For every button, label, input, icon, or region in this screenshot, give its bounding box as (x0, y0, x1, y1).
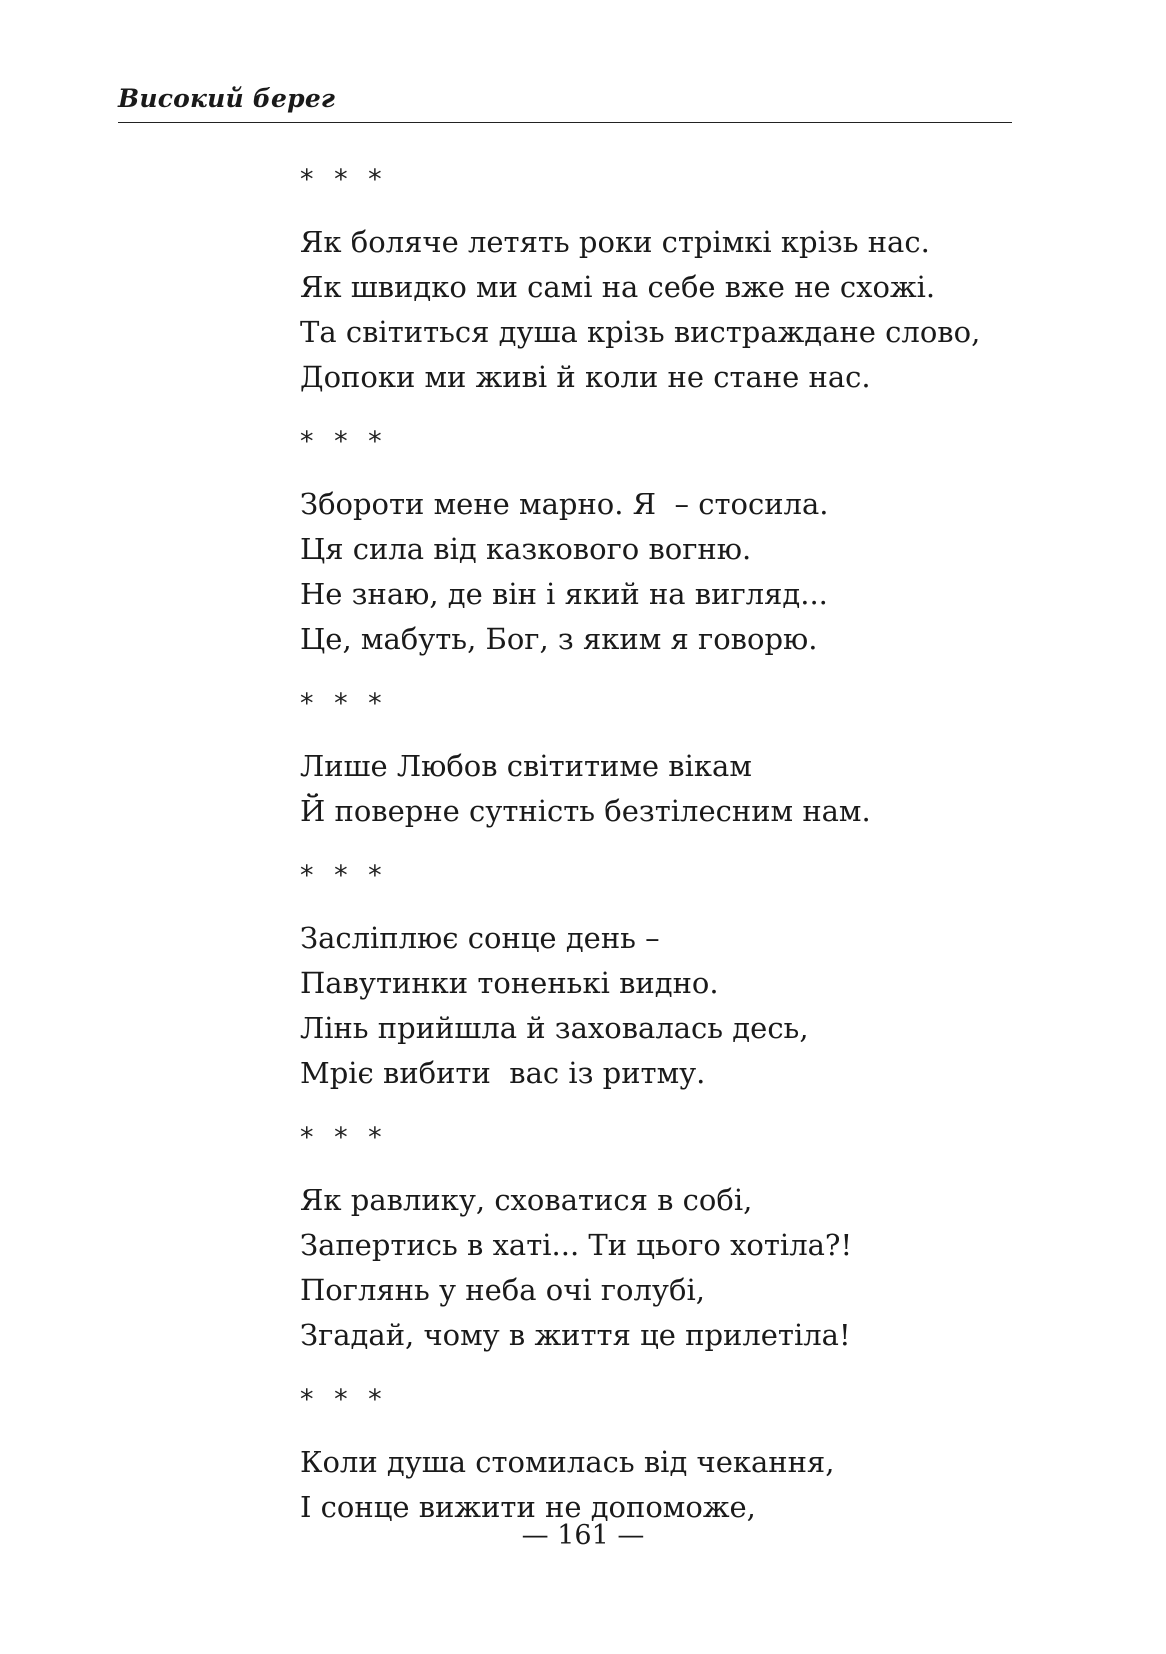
poem-line: Як боляче летять роки стрімкі крізь нас. (300, 225, 930, 259)
poem-separator: * * * (300, 688, 388, 719)
poem-line: Лише Любов світитиме вікам (300, 749, 752, 783)
poem-line: Засліплює сонце день – (300, 921, 660, 955)
poem-line: Як швидко ми самі на себе вже не схожі. (300, 270, 936, 304)
poem-separator: * * * (300, 860, 388, 891)
poem-list (300, 158, 1020, 1550)
poem-separator: * * * (300, 426, 388, 457)
poem-line: Це, мабуть, Бог, з яким я говорю. (300, 622, 818, 656)
poem (300, 1378, 1020, 1530)
poem (300, 682, 1020, 834)
poem-line: Запертись в хаті... Ти цього хотіла?! (300, 1228, 853, 1262)
poem-separator: * * * (300, 1384, 388, 1415)
poem-line: Як равлику, сховатися в собі, (300, 1183, 753, 1217)
poem-separator: * * * (300, 164, 388, 195)
page-number: — 161 — (521, 1520, 645, 1551)
poem (300, 420, 1020, 662)
poem-line: Поглянь у неба очі голубі, (300, 1273, 705, 1307)
poem-separator: * * * (300, 1122, 388, 1153)
poem-line: Коли душа стомилась від чекання, (300, 1445, 835, 1479)
poem-line: Не знаю, де він і який на вигляд... (300, 577, 828, 611)
poem-line: Павутинки тоненькі видно. (300, 966, 719, 1000)
poem (300, 1116, 1020, 1358)
poem (300, 854, 1020, 1096)
poem-line: Та світиться душа крізь вистраждане слово, (300, 315, 981, 349)
poem-line: Ця сила від казкового вогню. (300, 532, 752, 566)
poem-line: Збороти мене марно. Я – стосила. (300, 487, 829, 521)
poem-line: І сонце вижити не допоможе, (300, 1490, 756, 1524)
poem-line: Й поверне сутність безтілесним нам. (300, 794, 871, 828)
poem-line: Згадай, чому в життя це прилетіла! (300, 1318, 851, 1352)
poem-line: Лінь прийшла й заховалась десь, (300, 1011, 809, 1045)
book-title: Високий берег (118, 84, 336, 113)
poem-line: Допоки ми живі й коли не стане нас. (300, 360, 871, 394)
running-header (118, 78, 1012, 123)
poem-line: Мріє вибити вас із ритму. (300, 1056, 706, 1090)
poem (300, 158, 1020, 400)
